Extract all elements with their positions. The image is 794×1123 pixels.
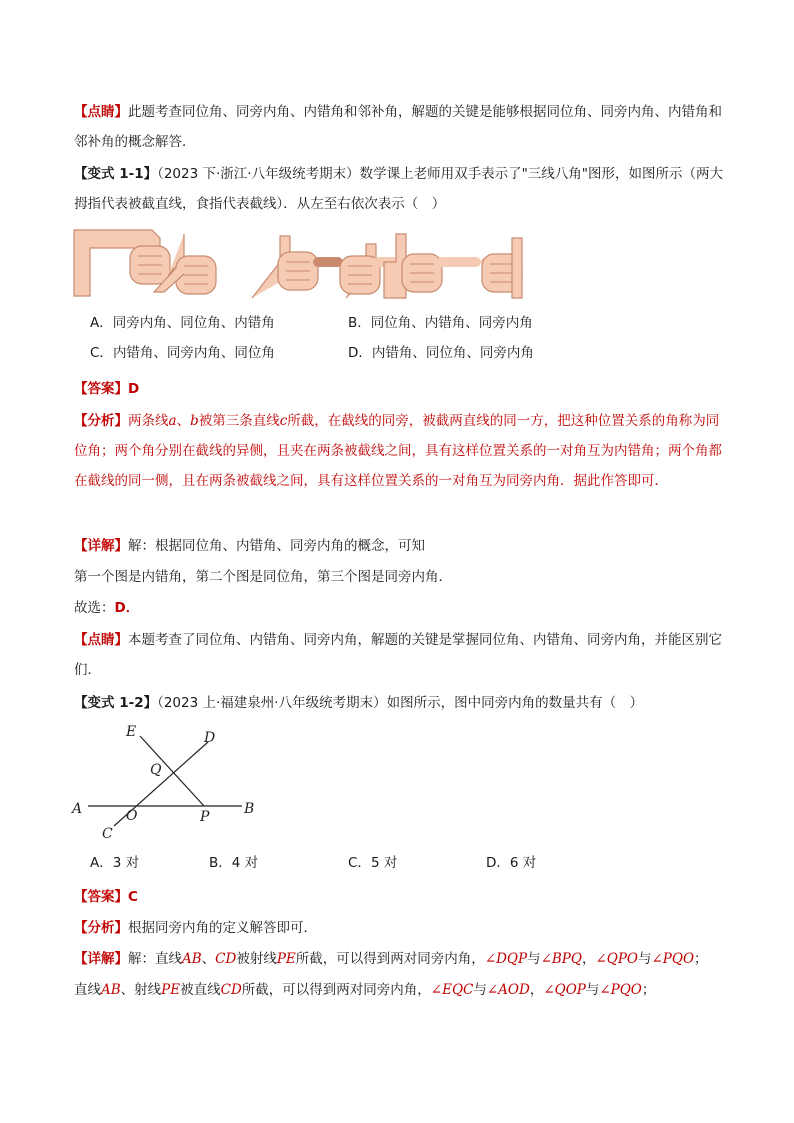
question-stem: 如图所示，图中同旁内角的数量共有（ ） xyxy=(386,695,644,711)
label-b: B xyxy=(244,801,255,817)
question-1-2-options xyxy=(90,851,690,875)
question-1-1-stem xyxy=(74,159,730,219)
question-tag: 【变式 1-2】 xyxy=(74,695,158,711)
option-b[interactable]: B．4 对 xyxy=(209,855,259,871)
question-tag: 【变式 1-1】 xyxy=(74,166,158,182)
label-p: P xyxy=(200,809,210,825)
hands-figure xyxy=(72,228,534,302)
detail-tag: 【详解】 xyxy=(74,538,128,554)
analysis-text: 两条线a、b被第三条直线c所截，在截线的同旁，被截两直线的同一方，把这种位置关系的角称为同位角；两个角分别在截线的异侧，且夹在两条被截线之间，具有这样位置关系的一对角互为内错角；两个角都在截线的同一侧，且在两条被截线之间，具有这样位置关系的一对角互为同旁内角．据此作答即可． xyxy=(74,413,722,489)
label-d: D xyxy=(204,730,216,746)
detail-1-1-line-2: 第一个图是内错角，第二个图是同位角，第三个图是同旁内角． xyxy=(74,569,452,585)
option-d[interactable]: D．6 对 xyxy=(486,855,537,871)
detail-tag: 【详解】 xyxy=(74,951,128,967)
question-1-1-options-row-1 xyxy=(90,311,690,335)
choose-1-1: 故选：D． xyxy=(74,600,140,616)
hand-pair-1 xyxy=(74,230,216,296)
answer-value: C xyxy=(128,889,138,905)
detail-1-1-line-1 xyxy=(74,531,730,561)
label-a: A xyxy=(72,801,83,817)
option-b[interactable]: B．同位角、内错角、同旁内角 xyxy=(348,315,533,331)
analysis-1-2 xyxy=(74,913,730,943)
tip-paragraph-1 xyxy=(74,97,730,157)
tip-tag: 【点睛】 xyxy=(74,632,128,648)
answer-tag: 【答案】 xyxy=(74,381,128,397)
analysis-tag: 【分析】 xyxy=(74,920,128,936)
detail-1-2-line-1: 【详解】解：直线AB、CD被射线PE所截，可以得到两对同旁内角，∠DQP与∠BPQ，∠QPO与∠PQO； xyxy=(74,951,708,967)
tip-text: 此题考查同位角、同旁内角、内错角和邻补角，解题的关键是能够根据同位角、同旁内角、内错角和邻补角的概念解答． xyxy=(74,104,722,150)
label-e: E xyxy=(126,724,137,740)
answer-value: D xyxy=(128,381,140,397)
label-o: O xyxy=(126,808,138,824)
label-c: C xyxy=(102,826,113,842)
analysis-1-1 xyxy=(74,406,730,496)
choose-value: D． xyxy=(114,600,140,616)
question-stem: 数学课上老师用双手表示了"三线八角"图形，如图所示（两大拇指代表被截直线，食指代表截线）．从左至右依次表示（ ） xyxy=(74,166,723,212)
option-d[interactable]: D．内错角、同位角、同旁内角 xyxy=(348,345,534,361)
tip-paragraph-2 xyxy=(74,625,730,685)
label-q: Q xyxy=(150,762,162,778)
detail-1-2-line-2: 直线AB、射线PE被直线CD所截，可以得到两对同旁内角，∠EQC与∠AOD，∠QOP与∠PQO； xyxy=(74,982,656,998)
tip-tag: 【点睛】 xyxy=(74,104,128,120)
tip-text: 本题考查了同位角、内错角、同旁内角，解题的关键是掌握同位角、内错角、同旁内角，并能区别它们． xyxy=(74,632,722,678)
hand-pair-3 xyxy=(384,234,522,298)
answer-1-1 xyxy=(74,374,730,404)
option-c[interactable]: C．内错角、同旁内角、同位角 xyxy=(90,345,275,361)
detail-text: 解：根据同位角、内错角、同旁内角的概念，可知 xyxy=(128,538,425,554)
question-1-2-stem xyxy=(74,688,730,718)
analysis-text: 根据同旁内角的定义解答即可． xyxy=(128,920,317,936)
question-source: （2023 下·浙江·八年级统考期末） xyxy=(157,166,360,182)
question-source: （2023 上·福建泉州·八年级统考期末） xyxy=(157,695,387,711)
question-1-1-options-row-2 xyxy=(90,341,690,365)
answer-1-2 xyxy=(74,882,730,912)
answer-tag: 【答案】 xyxy=(74,889,128,905)
option-a[interactable]: A．3 对 xyxy=(90,855,140,871)
geometry-figure xyxy=(64,722,274,844)
analysis-tag: 【分析】 xyxy=(74,413,128,429)
option-c[interactable]: C．5 对 xyxy=(348,855,398,871)
option-a[interactable]: A．同旁内角、同位角、内错角 xyxy=(90,315,275,331)
